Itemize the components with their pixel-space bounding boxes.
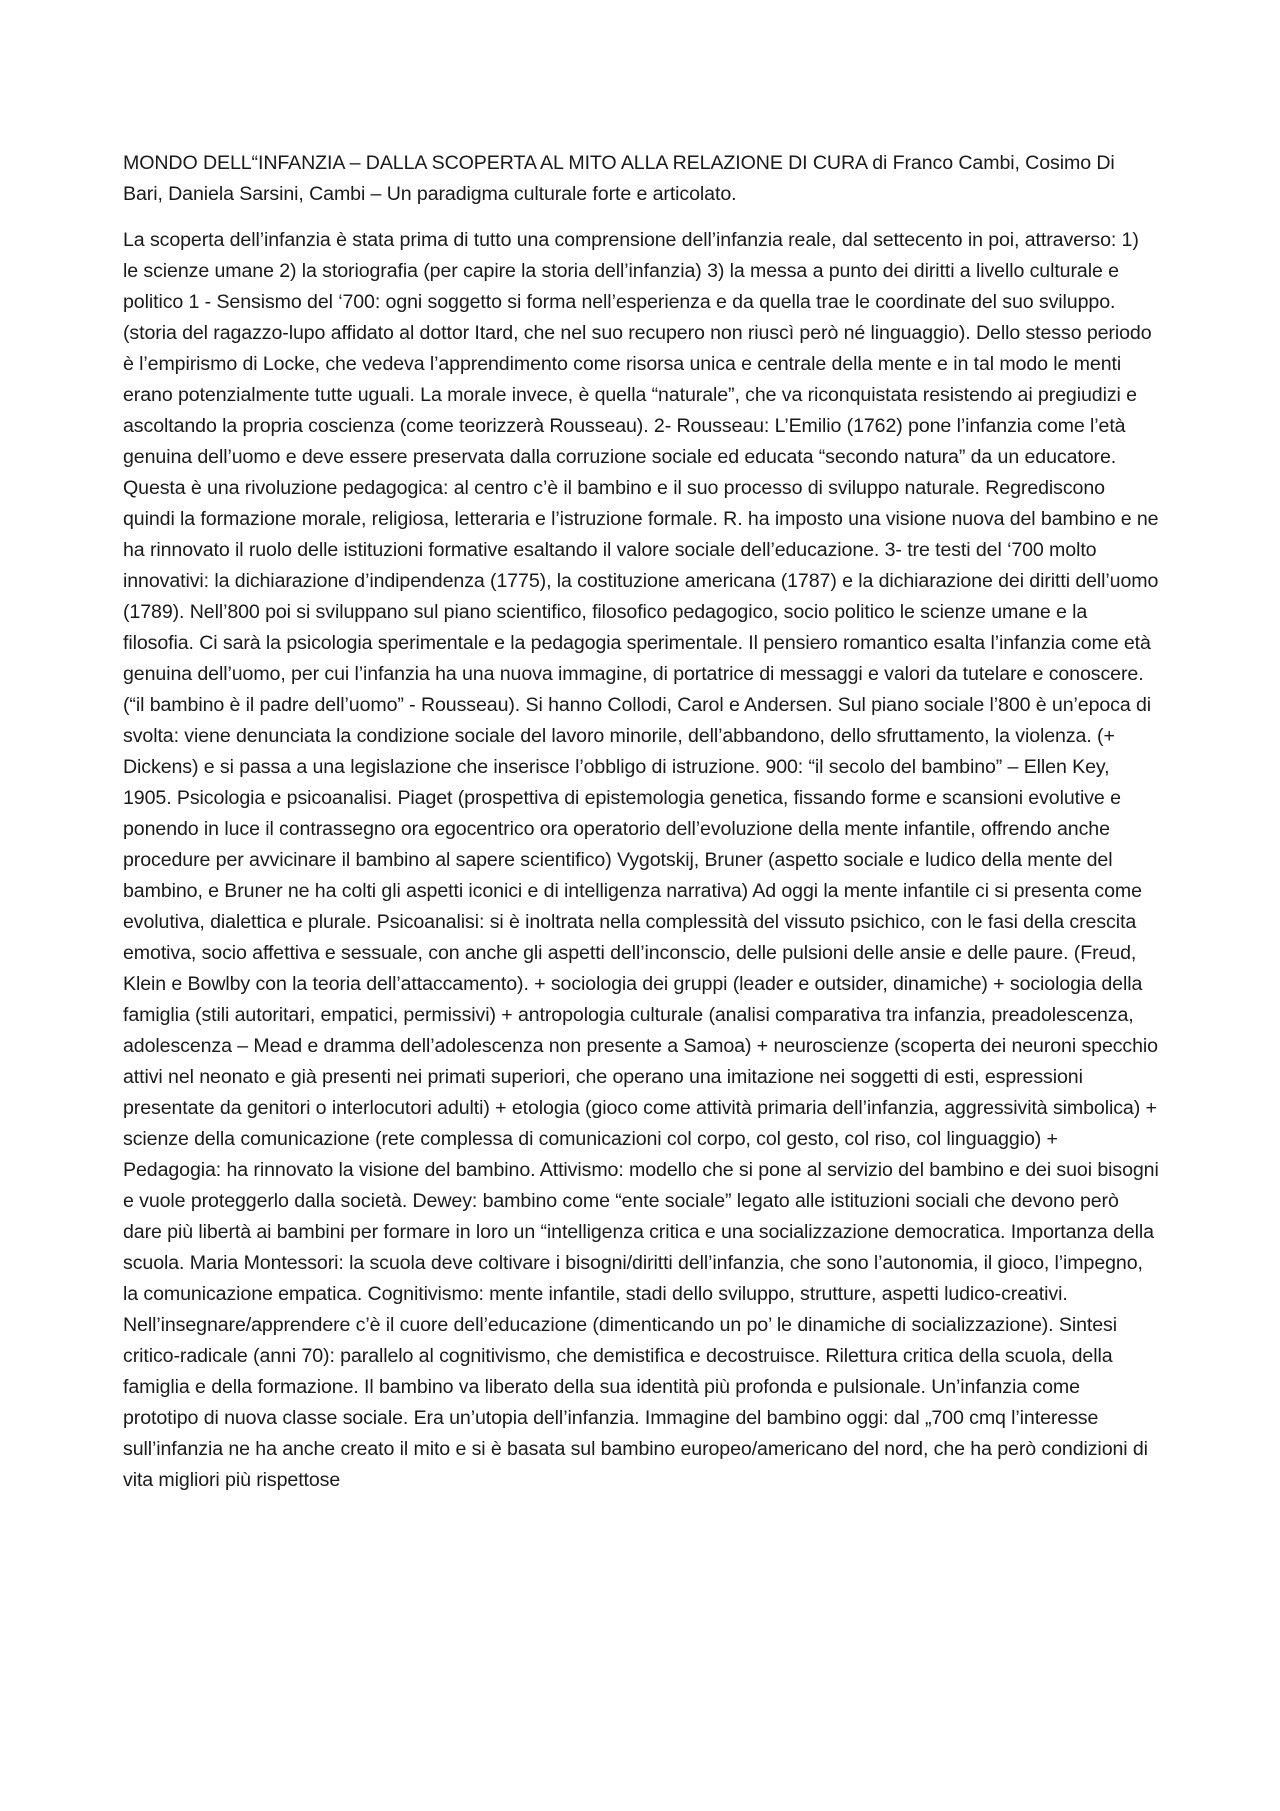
document-content <box>123 148 1159 1496</box>
document-body-paragraph: La scoperta dell’infanzia è stata prima di tutto una comprensione dell’infanzia reale, dal settecento in poi, attraverso: 1) le scienze umane 2) la storiografia (per capire la storia dell’infanzia) 3) la messa a punto dei diritti a livello culturale e politico 1 - Sensismo del ‘700: ogni soggetto si forma nell’esperienza e da quella trae le coordinate del suo sviluppo. (storia del ragazzo-lupo affidato al dottor Itard, che nel suo recupero non riuscì però né linguaggio). Dello stesso periodo è l’empirismo di Locke, che vedeva l’apprendimento come risorsa unica e centrale della mente e in tal modo le menti erano potenzialmente tutte uguali. La morale invece, è quella “naturale”, che va riconquistata resistendo ai pregiudizi e ascoltando la propria coscienza (come teorizzerà Rousseau). 2- Rousseau: L’Emilio (1762) pone l’infanzia come l’età genuina dell’uomo e deve essere preservata dalla corruzione sociale ed educata “secondo natura” da un educatore. Questa è una rivoluzione pedagogica: al centro c’è il bambino e il suo processo di sviluppo naturale. Regrediscono quindi la formazione morale, religiosa, letteraria e l’istruzione formale. R. ha imposto una visione nuova del bambino e ne ha rinnovato il ruolo delle istituzioni formative esaltando il valore sociale dell’educazione. 3- tre testi del ‘700 molto innovativi: la dichiarazione d’indipendenza (1775), la costituzione americana (1787) e la dichiarazione dei diritti dell’uomo (1789). Nell’800 poi si sviluppano sul piano scientifico, filosofico pedagogico, socio politico le scienze umane e la filosofia. Ci sarà la psicologia sperimentale e la pedagogia sperimentale. Il pensiero romantico esalta l’infanzia come età genuina dell’uomo, per cui l’infanzia ha una nuova immagine, di portatrice di messaggi e valori da tutelare e conoscere. (“il bambino è il padre dell’uomo” - Rousseau). Si hanno Collodi, Carol e Andersen. Sul piano sociale l’800 è un’epoca di svolta: viene denunciata la condizione sociale del lavoro minorile, dell’abbandono, dello sfruttamento, la violenza. (+ Dickens) e si passa a una legislazione che inserisce l’obbligo di istruzione. 900: “il secolo del bambino” – Ellen Key, 1905. Psicologia e psicoanalisi. Piaget (prospettiva di epistemologia genetica, fissando forme e scansioni evolutive e ponendo in luce il contrassegno ora egocentrico ora operatorio dell’evoluzione della mente infantile, offrendo anche procedure per avvicinare il bambino al sapere scientifico) Vygotskij, Bruner (aspetto sociale e ludico della mente del bambino, e Bruner ne ha colti gli aspetti iconici e di intelligenza narrativa) Ad oggi la mente infantile ci si presenta come evolutiva, dialettica e plurale. Psicoanalisi: si è inoltrata nella complessità del vissuto psichico, con le fasi della crescita emotiva, socio affettiva e sessuale, con anche gli aspetti dell’inconscio, delle pulsioni delle ansie e delle paure. (Freud, Klein e Bowlby con la teoria dell’attaccamento). + sociologia dei gruppi (leader e outsider, dinamiche) + sociologia della famiglia (stili autoritari, empatici, permissivi) + antropologia culturale (analisi comparativa tra infanzia, preadolescenza, adolescenza – Mead e dramma dell’adolescenza non presente a Samoa) + neuroscienze (scoperta dei neuroni specchio attivi nel neonato e già presenti nei primati superiori, che operano una imitazione nei soggetti di esti, espressioni presentate da genitori o interlocutori adulti) + etologia (gioco come attività primaria dell’infanzia, aggressività simbolica) + scienze della comunicazione (rete complessa di comunicazioni col corpo, col gesto, col riso, col linguaggio) + Pedagogia: ha rinnovato la visione del bambino. Attivismo: modello che si pone al servizio del bambino e dei suoi bisogni e vuole proteggerlo dalla società. Dewey: bambino come “ente sociale” legato alle istituzioni sociali che devono però dare più libertà ai bambini per formare in loro un “intelligenza critica e una socializzazione democratica. Importanza della scuola. Maria Montessori: la scuola deve coltivare i bisogni/diritti dell’infanzia, che sono l’autonomia, il gioco, l’impegno, la comunicazione empatica. Cognitivismo: mente infantile, stadi dello sviluppo, strutture, aspetti ludico-creativi. Nell’insegnare/apprendere c’è il cuore dell’educazione (dimenticando un po’ le dinamiche di socializzazione). Sintesi critico-radicale (anni 70): parallelo al cognitivismo, che demistifica e decostruisce. Rilettura critica della scuola, della famiglia e della formazione. Il bambino va liberato della sua identità più profonda e pulsionale. Un’infanzia come prototipo di nuova classe sociale. Era un’utopia dell’infanzia. Immagine del bambino oggi: dal „700 cmq l’interesse sull’infanzia ne ha anche creato il mito e si è basata sul bambino europeo/americano del nord, che ha però condizioni di vita migliori più rispettose <box>123 229 1159 1491</box>
document-title: MONDO DELL“INFANZIA – DALLA SCOPERTA AL MITO ALLA RELAZIONE DI CURA di Franco Cambi, Cosimo Di Bari, Daniela Sarsini, Cambi – Un paradigma culturale forte e articolato. <box>123 152 1115 205</box>
